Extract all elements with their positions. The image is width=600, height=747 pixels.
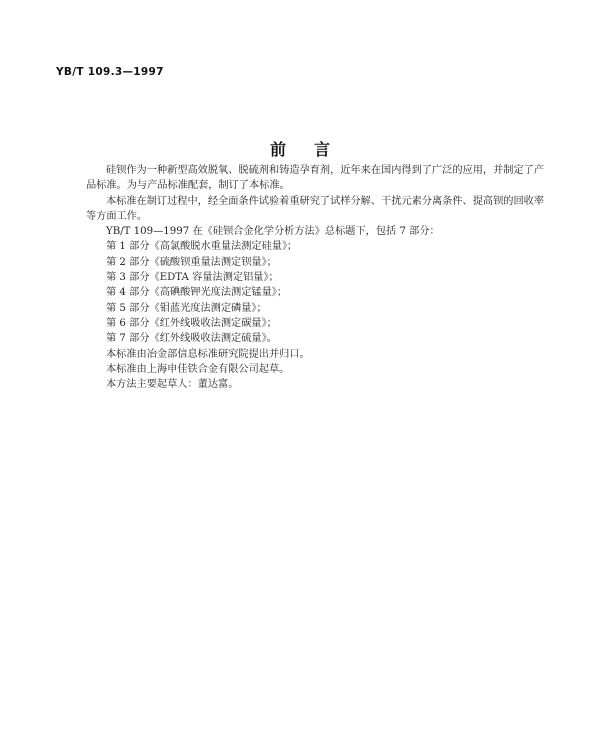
paragraph-1-line-2: 品标准。为与产品标准配套，制订了本标准。 bbox=[86, 180, 290, 192]
page-title: 前言 bbox=[269, 140, 358, 159]
drafter-statement: 本标准由上海申佳铁合金有限公司起草。 bbox=[106, 363, 290, 375]
proposer-statement: 本标准由冶金部信息标准研究院提出并归口。 bbox=[106, 348, 310, 360]
paragraph-3: YB/T 109—1997 在《硅钡合金化学分析方法》总标题下，包括 7 部分： bbox=[106, 226, 440, 238]
part-item-3: 第 3 部分《EDTA 容量法测定铝量》； bbox=[106, 272, 279, 284]
part-item-6: 第 6 部分《红外线吸收法测定碳量》； bbox=[106, 317, 277, 329]
standard-code: YB/T 109.3—1997 bbox=[56, 66, 164, 78]
paragraph-1-line-1: 硅钡作为一种新型高效脱氧、脱硫剂和铸造孕育剂，近年来在国内得到了广泛的应用，并制定了产 bbox=[106, 165, 545, 176]
author-statement: 本方法主要起草人：董达富。 bbox=[106, 379, 239, 391]
paragraph-2-line-1: 本标准在制订过程中，经全面条件试验着重研究了试样分解、干扰元素分离条件、提高钡的回收率 bbox=[106, 195, 545, 207]
part-item-7: 第 7 部分《红外线吸收法测定硫量》。 bbox=[106, 333, 277, 345]
part-item-1: 第 1 部分《高氯酸脱水重量法测定硅量》； bbox=[106, 241, 298, 253]
part-item-5: 第 5 部分《钼蓝光度法测定磷量》； bbox=[106, 302, 267, 314]
foreword-body bbox=[86, 163, 546, 392]
part-item-2: 第 2 部分《硫酸钡重量法测定钡量》； bbox=[106, 256, 277, 268]
paragraph-2-line-2: 等方面工作。 bbox=[86, 210, 148, 222]
part-item-4: 第 4 部分《高碘酸钾光度法测定锰量》； bbox=[106, 287, 288, 299]
